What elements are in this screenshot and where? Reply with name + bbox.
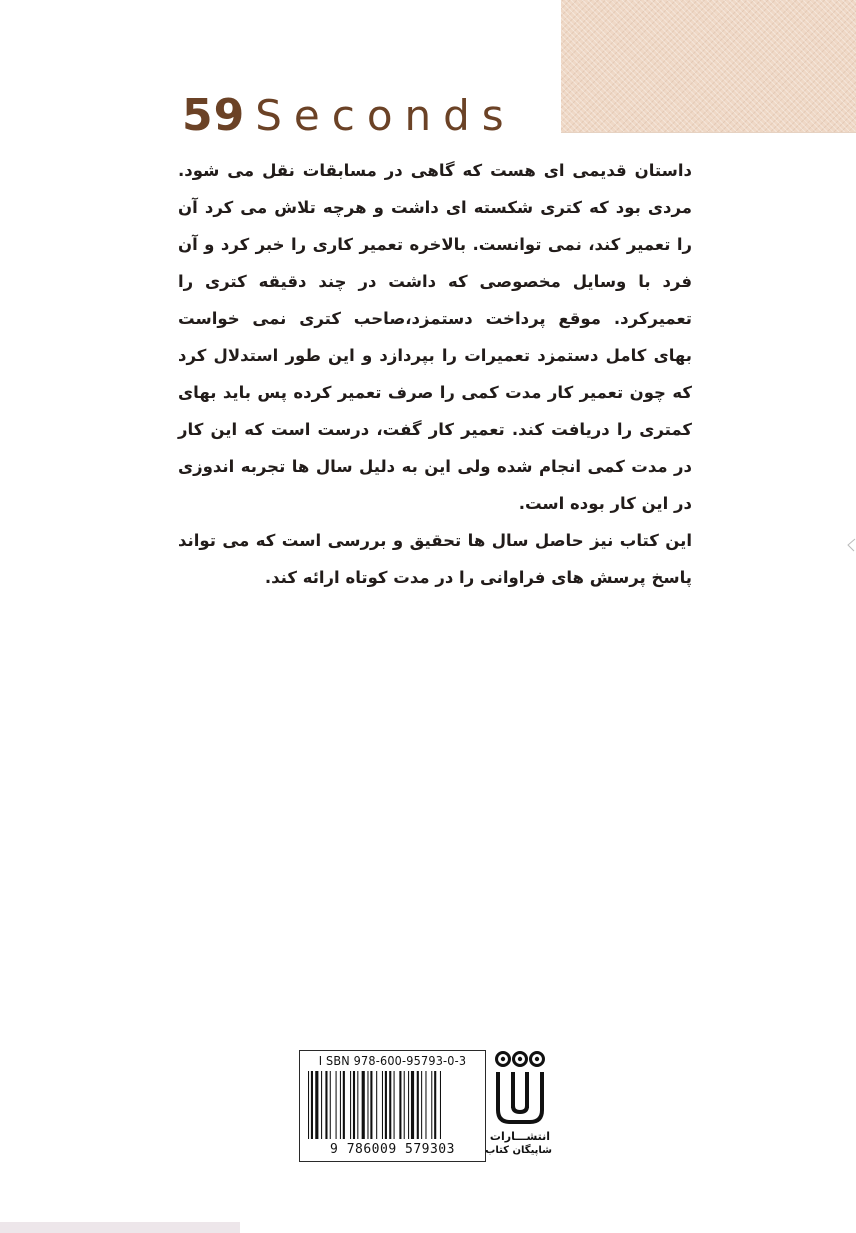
barcode-bar xyxy=(431,1071,432,1139)
barcode-bar xyxy=(434,1071,436,1139)
barcode-bar xyxy=(417,1071,419,1139)
barcode-bar xyxy=(343,1071,345,1139)
barcode-bar xyxy=(336,1071,337,1139)
barcode-bar xyxy=(311,1071,313,1139)
barcode-bar xyxy=(382,1071,383,1139)
barcode-bar xyxy=(308,1071,309,1139)
barcode-bar xyxy=(425,1071,426,1139)
barcode-bar xyxy=(357,1071,358,1139)
barcode-bar xyxy=(399,1071,401,1139)
cover-texture-panel xyxy=(561,0,856,132)
barcode-bar xyxy=(421,1071,422,1139)
barcode-bar xyxy=(350,1071,351,1139)
barcode-bar xyxy=(408,1071,409,1139)
barcode-digits: 9 786009 579303 xyxy=(330,1142,455,1157)
publisher-name: شاپیگان کتاب xyxy=(485,1145,552,1156)
barcode-bar xyxy=(411,1071,414,1139)
barcode-bar xyxy=(325,1071,327,1139)
barcode-bar xyxy=(404,1071,405,1139)
barcode-bar xyxy=(367,1071,368,1139)
back-cover-blurb xyxy=(178,152,692,596)
barcode-bar xyxy=(330,1071,331,1139)
barcode-bar xyxy=(385,1071,387,1139)
barcode-bar xyxy=(315,1071,318,1139)
barcode-bar xyxy=(362,1071,365,1139)
page-edge-mark xyxy=(846,538,856,552)
book-title xyxy=(182,86,516,146)
barcode-bar xyxy=(376,1071,377,1139)
barcode-bar xyxy=(394,1071,395,1139)
barcode-bar xyxy=(389,1071,391,1139)
barcode-bar xyxy=(370,1071,372,1139)
barcode-bar xyxy=(353,1071,355,1139)
isbn-label: I SBN 978-600-95793-0-3 xyxy=(318,1053,467,1068)
title-number: 59 xyxy=(182,90,246,141)
isbn-barcode-box xyxy=(299,1050,486,1162)
barcode-bar xyxy=(440,1071,441,1139)
publisher-label: انتشـــارات xyxy=(489,1130,551,1143)
blurb-paragraph-story: داستان قدیمی ای هست که گاهی در مسابقات نقل می شود. مردی بود که کتری شکسته ای داشت و هرچه تلاش می کرد آن را تعمیر کند، نمی توانست. بالاخره تعمیر کاری را خبر کرد و آن فرد با وسایل مخصوصی که داشت در چند دقیقه کتری را تعمیرکرد. موقع پرداخت دستمزد،صاحب کتری نمی خواست بهای کامل دستمزد تعمیرات را بپردازد و این طور استدلال کرد که چون تعمیر کار مدت کمی را صرف تعمیر کرده پس باید بهای کمتری را دریافت کند. تعمیر کار گفت، درست است که این کار در مدت کمی انجام شده ولی این به دلیل سال ها تجربه اندوزی در این کار بوده است. xyxy=(178,161,692,513)
publisher-logo xyxy=(494,1048,546,1160)
barcode-bar xyxy=(340,1071,341,1139)
blurb-paragraph-book: این کتاب نیز حاصل سال ها تحقیق و بررسی است که می تواند پاسخ پرسش های فراوانی را در مدت کوتاه ارائه کند. xyxy=(178,531,692,587)
texture-panel-edge xyxy=(561,132,856,133)
publisher-logo-icon xyxy=(494,1048,546,1128)
title-word: Seconds xyxy=(255,91,516,140)
bottom-edge-strip xyxy=(0,1222,240,1233)
barcode-bars xyxy=(308,1071,476,1139)
barcode-bar xyxy=(321,1071,322,1139)
